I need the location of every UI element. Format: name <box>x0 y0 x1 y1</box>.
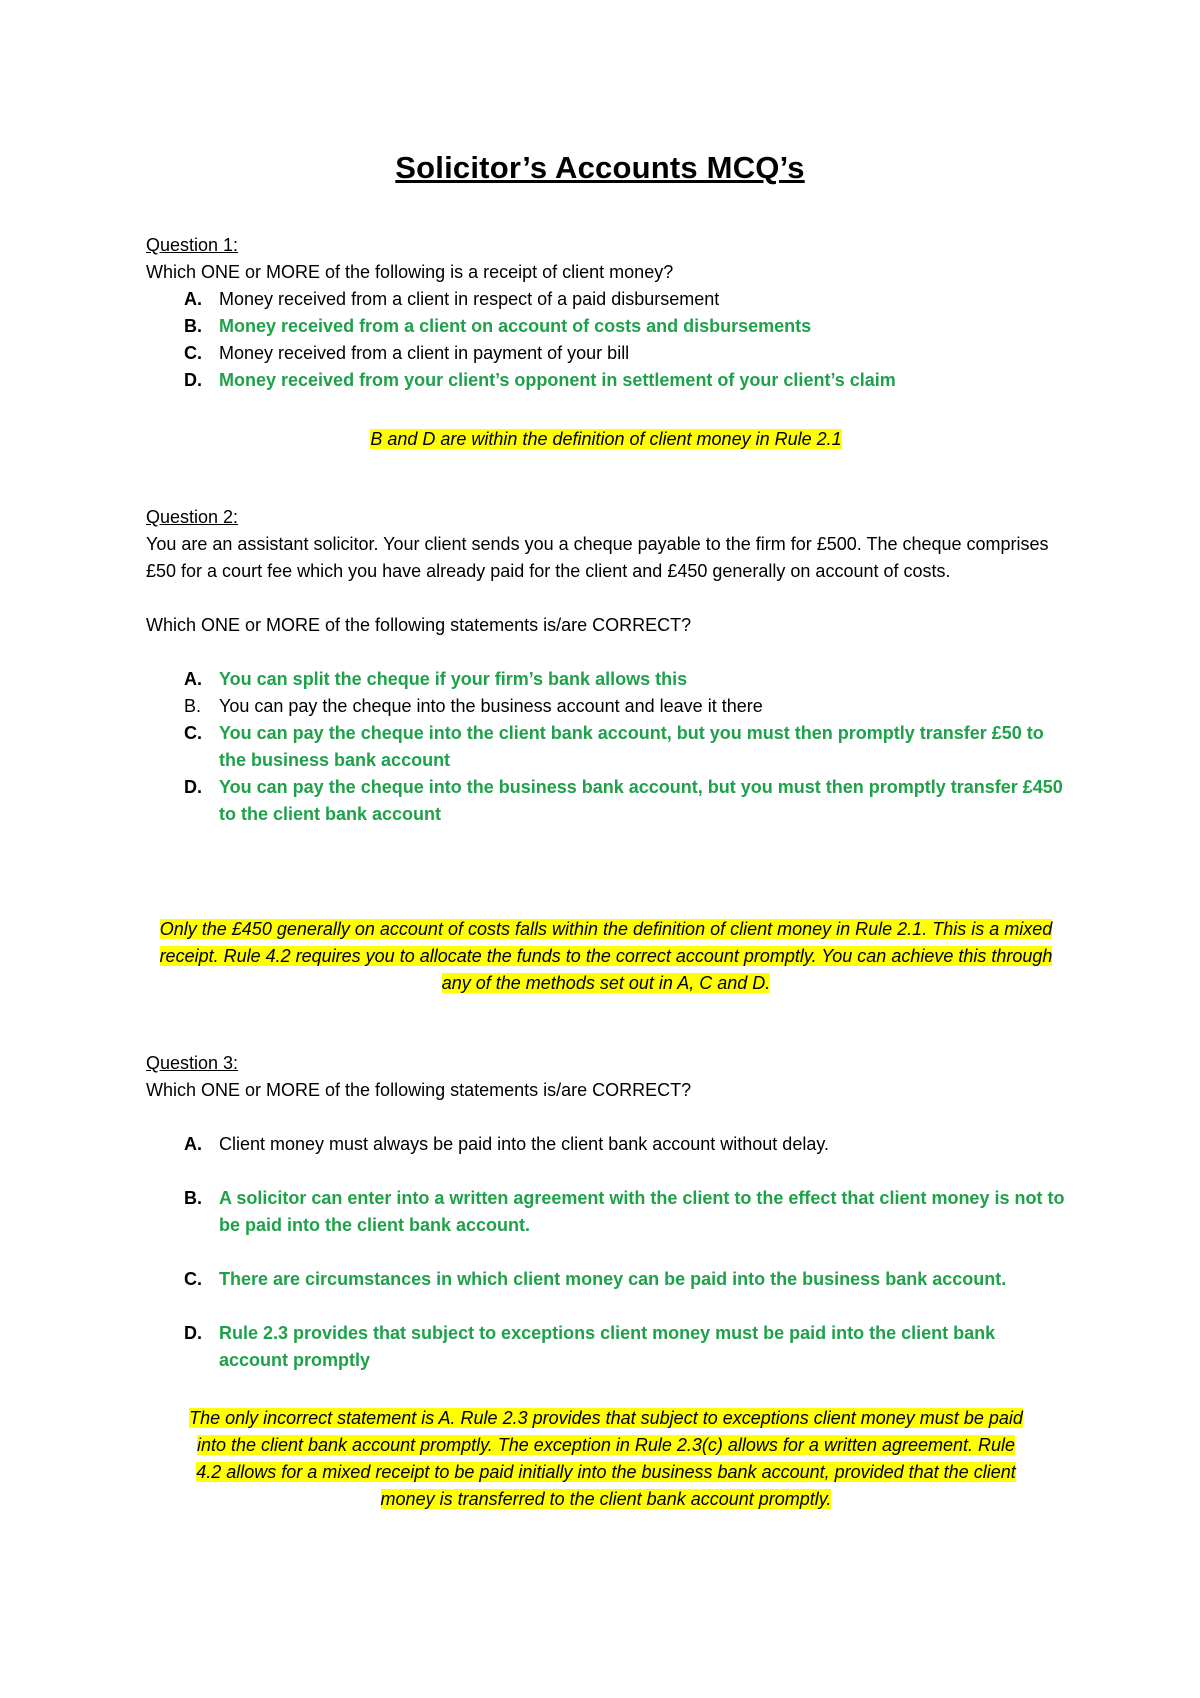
option-b <box>146 693 1066 720</box>
option-letter: C. <box>184 723 202 743</box>
option-text: Money received from a client in payment of your bill <box>219 343 630 363</box>
option-d <box>146 1320 1066 1374</box>
option-a <box>146 286 1066 313</box>
option-letter: D. <box>184 1323 202 1343</box>
question-3 <box>146 1050 1066 1374</box>
question-1-heading: Question 1: <box>146 235 239 255</box>
option-c <box>146 340 1066 367</box>
option-letter: A. <box>184 669 202 689</box>
question-2-heading: Question 2: <box>146 507 239 527</box>
option-text: There are circumstances in which client money can be paid into the business bank account. <box>219 1269 1007 1289</box>
question-2-answer <box>146 916 1066 997</box>
question-3-answer <box>146 1405 1066 1513</box>
option-b <box>146 1185 1066 1239</box>
option-text: Client money must always be paid into the client bank account without delay. <box>219 1134 830 1154</box>
question-2 <box>146 504 1066 828</box>
option-text: Money received from your client’s opponent in settlement of your client’s claim <box>219 370 896 390</box>
question-2-scenario: You are an assistant solicitor. Your client sends you a cheque payable to the firm for £500. The cheque comprises £50 for a court fee which you have already paid for the client and £450 generally on account of costs. <box>146 534 1049 581</box>
option-text: You can pay the cheque into the business bank account, but you must then promptly transfer £450 to the client bank account <box>219 777 1063 824</box>
option-text: You can split the cheque if your firm’s bank allows this <box>219 669 688 689</box>
option-d <box>146 774 1066 828</box>
answer-highlight: Only the £450 generally on account of costs falls within the definition of client money in Rule 2.1. This is a mixed receipt. Rule 4.2 requires you to allocate the funds to the correct account promptly. You can achieve this through any of the methods set out in A, C and D. <box>159 919 1053 993</box>
option-letter: A. <box>184 289 202 309</box>
question-1-prompt: Which ONE or MORE of the following is a receipt of client money? <box>146 262 674 282</box>
page-title: Solicitor’s Accounts MCQ’s <box>395 150 805 185</box>
option-letter: C. <box>184 343 202 363</box>
option-letter: D. <box>184 370 202 390</box>
option-letter: D. <box>184 777 202 797</box>
option-a <box>146 1131 1066 1158</box>
question-2-options <box>146 666 1066 828</box>
question-3-prompt: Which ONE or MORE of the following statements is/are CORRECT? <box>146 1080 692 1100</box>
option-text: You can pay the cheque into the client bank account, but you must then promptly transfer £50 to the business bank account <box>219 723 1044 770</box>
option-letter: C. <box>184 1269 202 1289</box>
option-letter: B. <box>184 316 202 336</box>
option-text: Rule 2.3 provides that subject to exceptions client money must be paid into the client bank account promptly <box>219 1323 996 1370</box>
option-d <box>146 367 1066 394</box>
option-letter: A. <box>184 1134 202 1154</box>
option-c <box>146 1266 1066 1293</box>
question-1 <box>146 232 1066 394</box>
option-text: Money received from a client in respect of a paid disbursement <box>219 289 720 309</box>
question-3-heading: Question 3: <box>146 1053 239 1073</box>
option-letter: B. <box>184 1188 202 1208</box>
option-letter: B. <box>184 696 202 716</box>
answer-highlight: B and D are within the definition of client money in Rule 2.1 <box>370 429 842 449</box>
question-3-options <box>146 1131 1066 1374</box>
option-text: A solicitor can enter into a written agreement with the client to the effect that client money is not to be paid into the client bank account. <box>219 1188 1065 1235</box>
question-1-answer <box>146 426 1066 453</box>
option-text: Money received from a client on account of costs and disbursements <box>219 316 812 336</box>
question-1-options <box>146 286 1066 394</box>
question-2-prompt: Which ONE or MORE of the following statements is/are CORRECT? <box>146 615 692 635</box>
option-a <box>146 666 1066 693</box>
option-b <box>146 313 1066 340</box>
option-text: You can pay the cheque into the business account and leave it there <box>219 696 763 716</box>
answer-highlight: The only incorrect statement is A. Rule 2.3 provides that subject to exceptions client money must be paid into the client bank account promptly. The exception in Rule 2.3(c) allows for a written agreement. Rule 4.2 allows for a mixed receipt to be paid initially into the business bank account, provided that the client money is transferred to the client bank account promptly. <box>189 1408 1023 1509</box>
option-c <box>146 720 1066 774</box>
